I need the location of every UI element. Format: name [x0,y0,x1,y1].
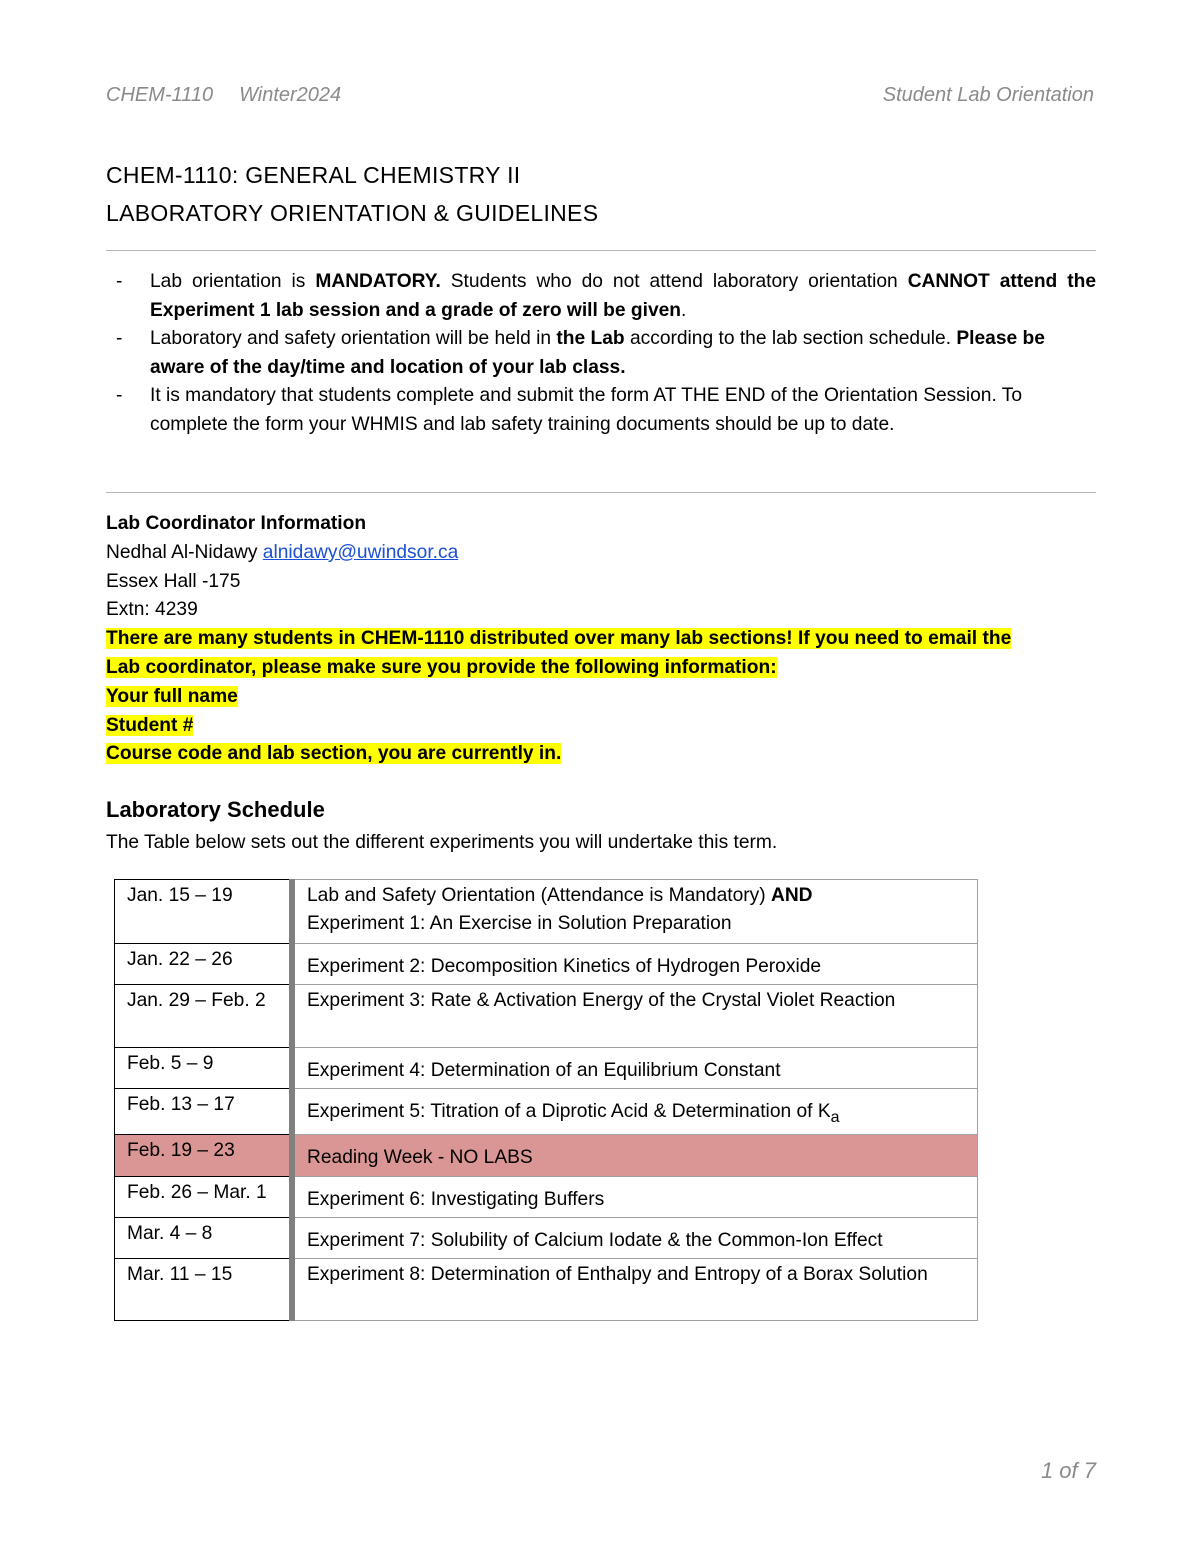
coordinator-name: Nedhal Al-Nidawy [106,541,263,563]
email-note-line-2: Lab coordinator, please make sure you provide the following information: [106,656,777,678]
dash-bullet-icon: - [116,328,123,350]
row-date: Feb. 13 – 17 [115,1089,293,1135]
title-line-1: CHEM-1110: GENERAL CHEMISTRY II [106,162,521,188]
row-date: Jan. 29 – Feb. 2 [115,985,293,1048]
table-row [115,1048,978,1089]
row-experiment: Experiment 7: Solubility of Calcium Iodate & the Common-Ion Effect [292,1217,978,1258]
table-row [115,1176,978,1217]
row-experiment: Experiment 2: Decomposition Kinetics of Hydrogen Peroxide [292,944,978,985]
row-date: Feb. 5 – 9 [115,1048,293,1089]
table-row [115,985,978,1048]
row-date: Feb. 19 – 23 [115,1134,293,1176]
page-number: 1 of 7 [1040,1458,1096,1483]
row-date: Feb. 26 – Mar. 1 [115,1176,293,1217]
coordinator-heading: Lab Coordinator Information [106,513,367,534]
row-experiment: Lab and Safety Orientation (Attendance is Mandatory) AND Experiment 1: An Exercise in Solution Preparation [292,880,978,944]
row-experiment: Experiment 8: Determination of Enthalpy and Entropy of a Borax Solution [292,1258,978,1320]
required-info-item: Student # [106,714,194,736]
list-item: - It is mandatory that students complete and submit the form AT THE END of the Orientation Session. To complete the form your WHMIS and lab safety training documents should be up to date. [106,382,1096,439]
table-row [115,880,978,944]
table-row [115,1217,978,1258]
table-row-reading-week [115,1134,978,1176]
row-date: Mar. 4 – 8 [115,1217,293,1258]
required-info-item: Course code and lab section, you are currently in. [106,743,562,765]
row-experiment: Experiment 3: Rate & Activation Energy of the Crystal Violet Reaction [292,985,978,1048]
table-row [115,1258,978,1320]
orientation-rules-list [106,268,1096,440]
lab-coordinator-section [106,510,1096,769]
list-item: - Lab orientation is MANDATORY. Students who do not attend laboratory orientation CANNOT attend the Experiment 1 lab session and a grade of zero will be given. [106,268,1096,325]
email-note-line-1: There are many students in CHEM-1110 distributed over many lab sections! If you need to email the [106,628,1012,650]
header-doc-title: Student Lab Orientation [882,84,1094,106]
header-term: Winter2024 [239,84,342,106]
row-date: Jan. 15 – 19 [115,880,293,944]
schedule-description: The Table below sets out the different experiments you will undertake this term. [106,832,778,853]
header-course: CHEM-1110 [106,84,214,106]
row-experiment: Reading Week - NO LABS [292,1134,978,1176]
row-experiment: Experiment 6: Investigating Buffers [292,1176,978,1217]
row-date: Mar. 11 – 15 [115,1258,293,1320]
table-row [115,1089,978,1135]
dash-bullet-icon: - [116,385,123,407]
coordinator-office: Essex Hall -175 [106,570,241,592]
dash-bullet-icon: - [116,271,123,292]
required-info-item: Your full name [106,685,238,707]
row-date: Jan. 22 – 26 [115,944,293,985]
list-item: - Laboratory and safety orientation will be held in the Lab according to the lab section schedule. Please be aware of the day/time and location of your lab class. [106,325,1096,382]
page-header-left [106,84,341,107]
coordinator-extension: Extn: 4239 [106,599,198,621]
row-experiment: Experiment 4: Determination of an Equilibrium Constant [292,1048,978,1089]
divider [106,250,1096,251]
table-row [115,944,978,985]
page-title [106,156,598,232]
title-line-2: LABORATORY ORIENTATION & GUIDELINES [106,200,599,226]
schedule-table [114,879,978,1321]
coordinator-email-link[interactable]: alnidawy@uwindsor.ca [262,541,459,563]
divider [106,492,1096,493]
schedule-heading: Laboratory Schedule [106,797,325,822]
row-experiment: Experiment 5: Titration of a Diprotic Acid & Determination of $K_a$ [292,1089,978,1135]
